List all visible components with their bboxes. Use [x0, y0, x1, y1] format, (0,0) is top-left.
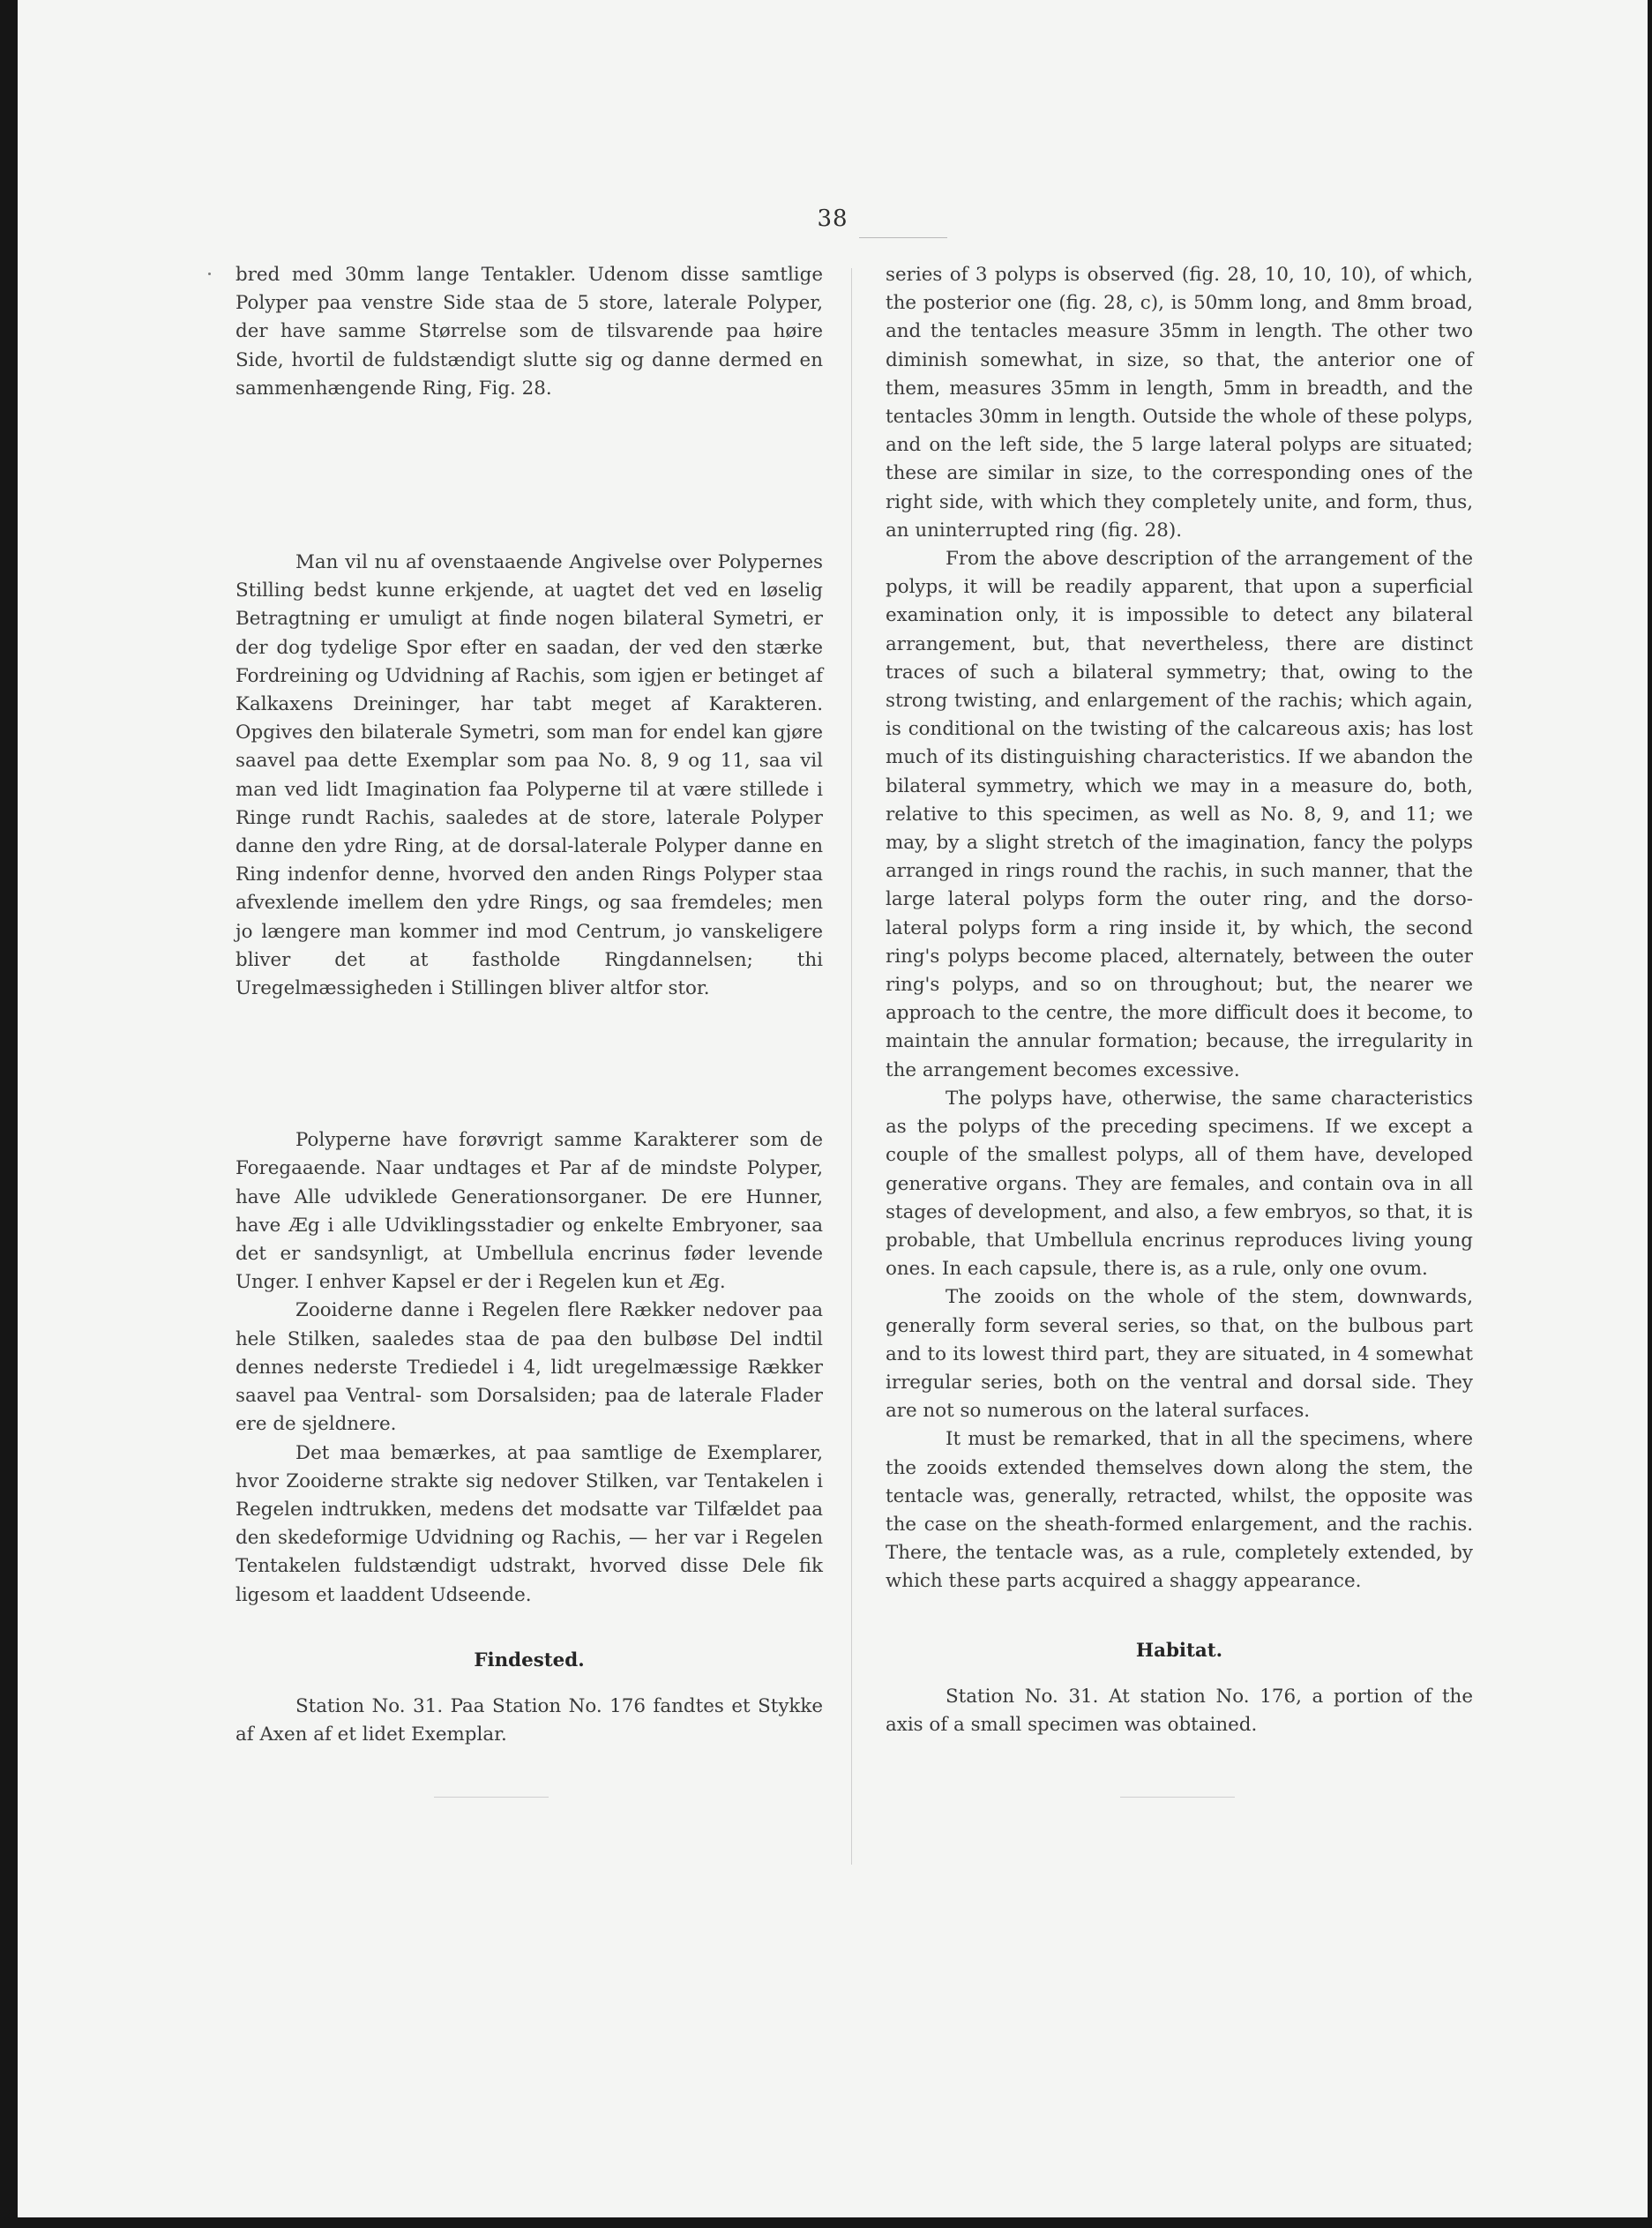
- right-paragraph-4: The zooids on the whole of the stem, downwards, generally form several series, so that, on the bulbous part and to its lowest third part, they are situated, in 4 somewhat irregular series, both on the ventral and dorsal side. They are not so numerous on the lateral surfaces.: [886, 1286, 1473, 1423]
- margin-speck: [208, 273, 211, 275]
- page-number: 38: [817, 206, 848, 232]
- right-habitat-text: Station No. 31. At station No. 176, a portion of the axis of a small specimen was obtained.: [886, 1685, 1473, 1736]
- left-paragraph-2: Man vil nu af ovenstaaende Angivelse over Polypernes Stilling bedst kunne erkjende, at uagtet det ved en løselig Betragtning er umuligt at finde nogen bilateral Symetri, er der dog tydelige Spor efter en saadan, der ved den stærke Fordreining og Udvidning af Rachis, som igjen er betinget af Kalkaxens Dreininger, har tabt meget af Karakteren. Opgives den bilaterale Symetri, som man for endel kan gjøre saavel paa dette Exemplar som paa No. 8, 9 og 11, saa vil man ved lidt Imagination faa Polyperne til at være stillede i Ringe rundt Rachis, saaledes at de store, laterale Polyper danne den ydre Ring, at de dorsal-laterale Polyper danne en Ring indenfor denne, hvorved den anden Rings Polyper staa afvexlende imellem den ydre Rings, og saa fremdeles; men jo længere man kommer ind mod Centrum, jo vanskeligere bliver det at fastholde Ringdannelsen; thi Uregelmæssigheden i Stillingen bliver altfor stor.: [235, 551, 823, 1000]
- right-column-english: [886, 261, 1473, 1739]
- right-habitat-heading: Habitat.: [1135, 1639, 1223, 1662]
- page-number-rule: [859, 237, 947, 238]
- right-end-rule: [1120, 1797, 1235, 1798]
- left-column-danish: [235, 261, 823, 1749]
- right-paragraph-3: The polyps have, otherwise, the same characteristics as the polyps of the preceding specimens. If we except a couple of the smallest polyps, all of them have, developed generative organs. They are females, and contain ova in all stages of development, and also, a few embryos, so that, it is probable, that Umbellula encrinus reproduces living young ones. In each capsule, there is, as a rule, only one ovum.: [886, 1087, 1473, 1281]
- left-paragraph-3: Polyperne have forøvrigt samme Karakterer som de Foregaaende. Naar undtages et Par af de mindste Polyper, have Alle udviklede Generationsorganer. De ere Hunner, have Æg i alle Udviklingsstadier og enkelte Embryoner, saa det er sandsynligt, at Umbellula encrinus føder levende Unger. I enhver Kapsel er der i Regelen kun et Æg.: [235, 1129, 823, 1294]
- left-habitat-text: Station No. 31. Paa Station No. 176 fandtes et Stykke af Axen af et lidet Exemplar.: [235, 1694, 823, 1746]
- left-paragraph-1: bred med 30mm lange Tentakler. Udenom disse samtlige Polyper paa venstre Side staa de 5 store, laterale Polyper, der have samme Størrelse som de tilsvarende paa høire Side, hvortil de fuldstændigt slutte sig og danne dermed en sammenhængende Ring, Fig. 28.: [235, 264, 823, 400]
- left-habitat-heading: Findested.: [474, 1649, 585, 1671]
- scanned-page: [18, 0, 1648, 2217]
- right-paragraph-5: It must be remarked, that in all the specimens, where the zooids extended themselves down along the stem, the tentacle was, generally, retracted, whilst, the opposite was the case on the sheath-formed enlargement, and the rachis. There, the tentacle was, as a rule, completely extended, by which these parts acquired a shaggy appearance.: [886, 1428, 1473, 1593]
- column-divider: [851, 268, 852, 1865]
- left-paragraph-4: Zooiderne danne i Regelen flere Rækker nedover paa hele Stilken, saaledes staa de paa den bulbøse Del indtil dennes nederste Trediedel i 4, lidt uregelmæssige Rækker saavel paa Ventral- som Dorsalsiden; paa de laterale Flader ere de sjeldnere.: [235, 1299, 823, 1436]
- left-paragraph-5: Det maa bemærkes, at paa samtlige de Exemplarer, hvor Zooiderne strakte sig nedover Stilken, var Tentakelen i Regelen indtrukken, medens det modsatte var Tilfældet paa den skedeformige Udvidning og Rachis, — her var i Regelen Tentakelen fuldstændigt udstrakt, hvorved disse Dele fik ligesom et laaddent Udseende.: [235, 1441, 823, 1606]
- right-paragraph-1: series of 3 polyps is observed (fig. 28, 10, 10, 10), of which, the posterior one (fig. 28, c), is 50mm long, and 8mm broad, and the tentacles measure 35mm in length. The other two diminish somewhat, in size, so that, the anterior one of them, measures 35mm in length, 5mm in breadth, and the tentacles 30mm in length. Outside the whole of these polyps, and on the left side, the 5 large lateral polyps are situated; these are similar in size, to the corresponding ones of the right side, with which they completely unite, and form, thus, an uninterrupted ring (fig. 28).: [886, 264, 1473, 542]
- left-end-rule: [434, 1797, 549, 1798]
- right-paragraph-2: From the above description of the arrangement of the polyps, it will be readily apparent, that upon a superficial examination only, it is impossible to detect any bilateral arrangement, but, that nevertheless, there are distinct traces of such a bilateral symmetry; that, owing to the strong twisting, and enlargement of the rachis; which again, is conditional on the twisting of the calcareous axis; has lost much of its distinguishing characteristics. If we abandon the bilateral symmetry, which we may in a measure do, both, relative to this specimen, as well as No. 8, 9, and 11; we may, by a slight stretch of the imagination, fancy the polyps arranged in rings round the rachis, in such manner, that the large lateral polyps form the outer ring, and the dorso-lateral polyps form a ring inside it, by which, the second ring's polyps become placed, alternately, between the outer ring's polyps, and so on throughout; but, the nearer we approach to the centre, the more difficult does it become, to maintain the annular formation; because, the irregularity in the arrangement becomes excessive.: [886, 548, 1473, 1081]
